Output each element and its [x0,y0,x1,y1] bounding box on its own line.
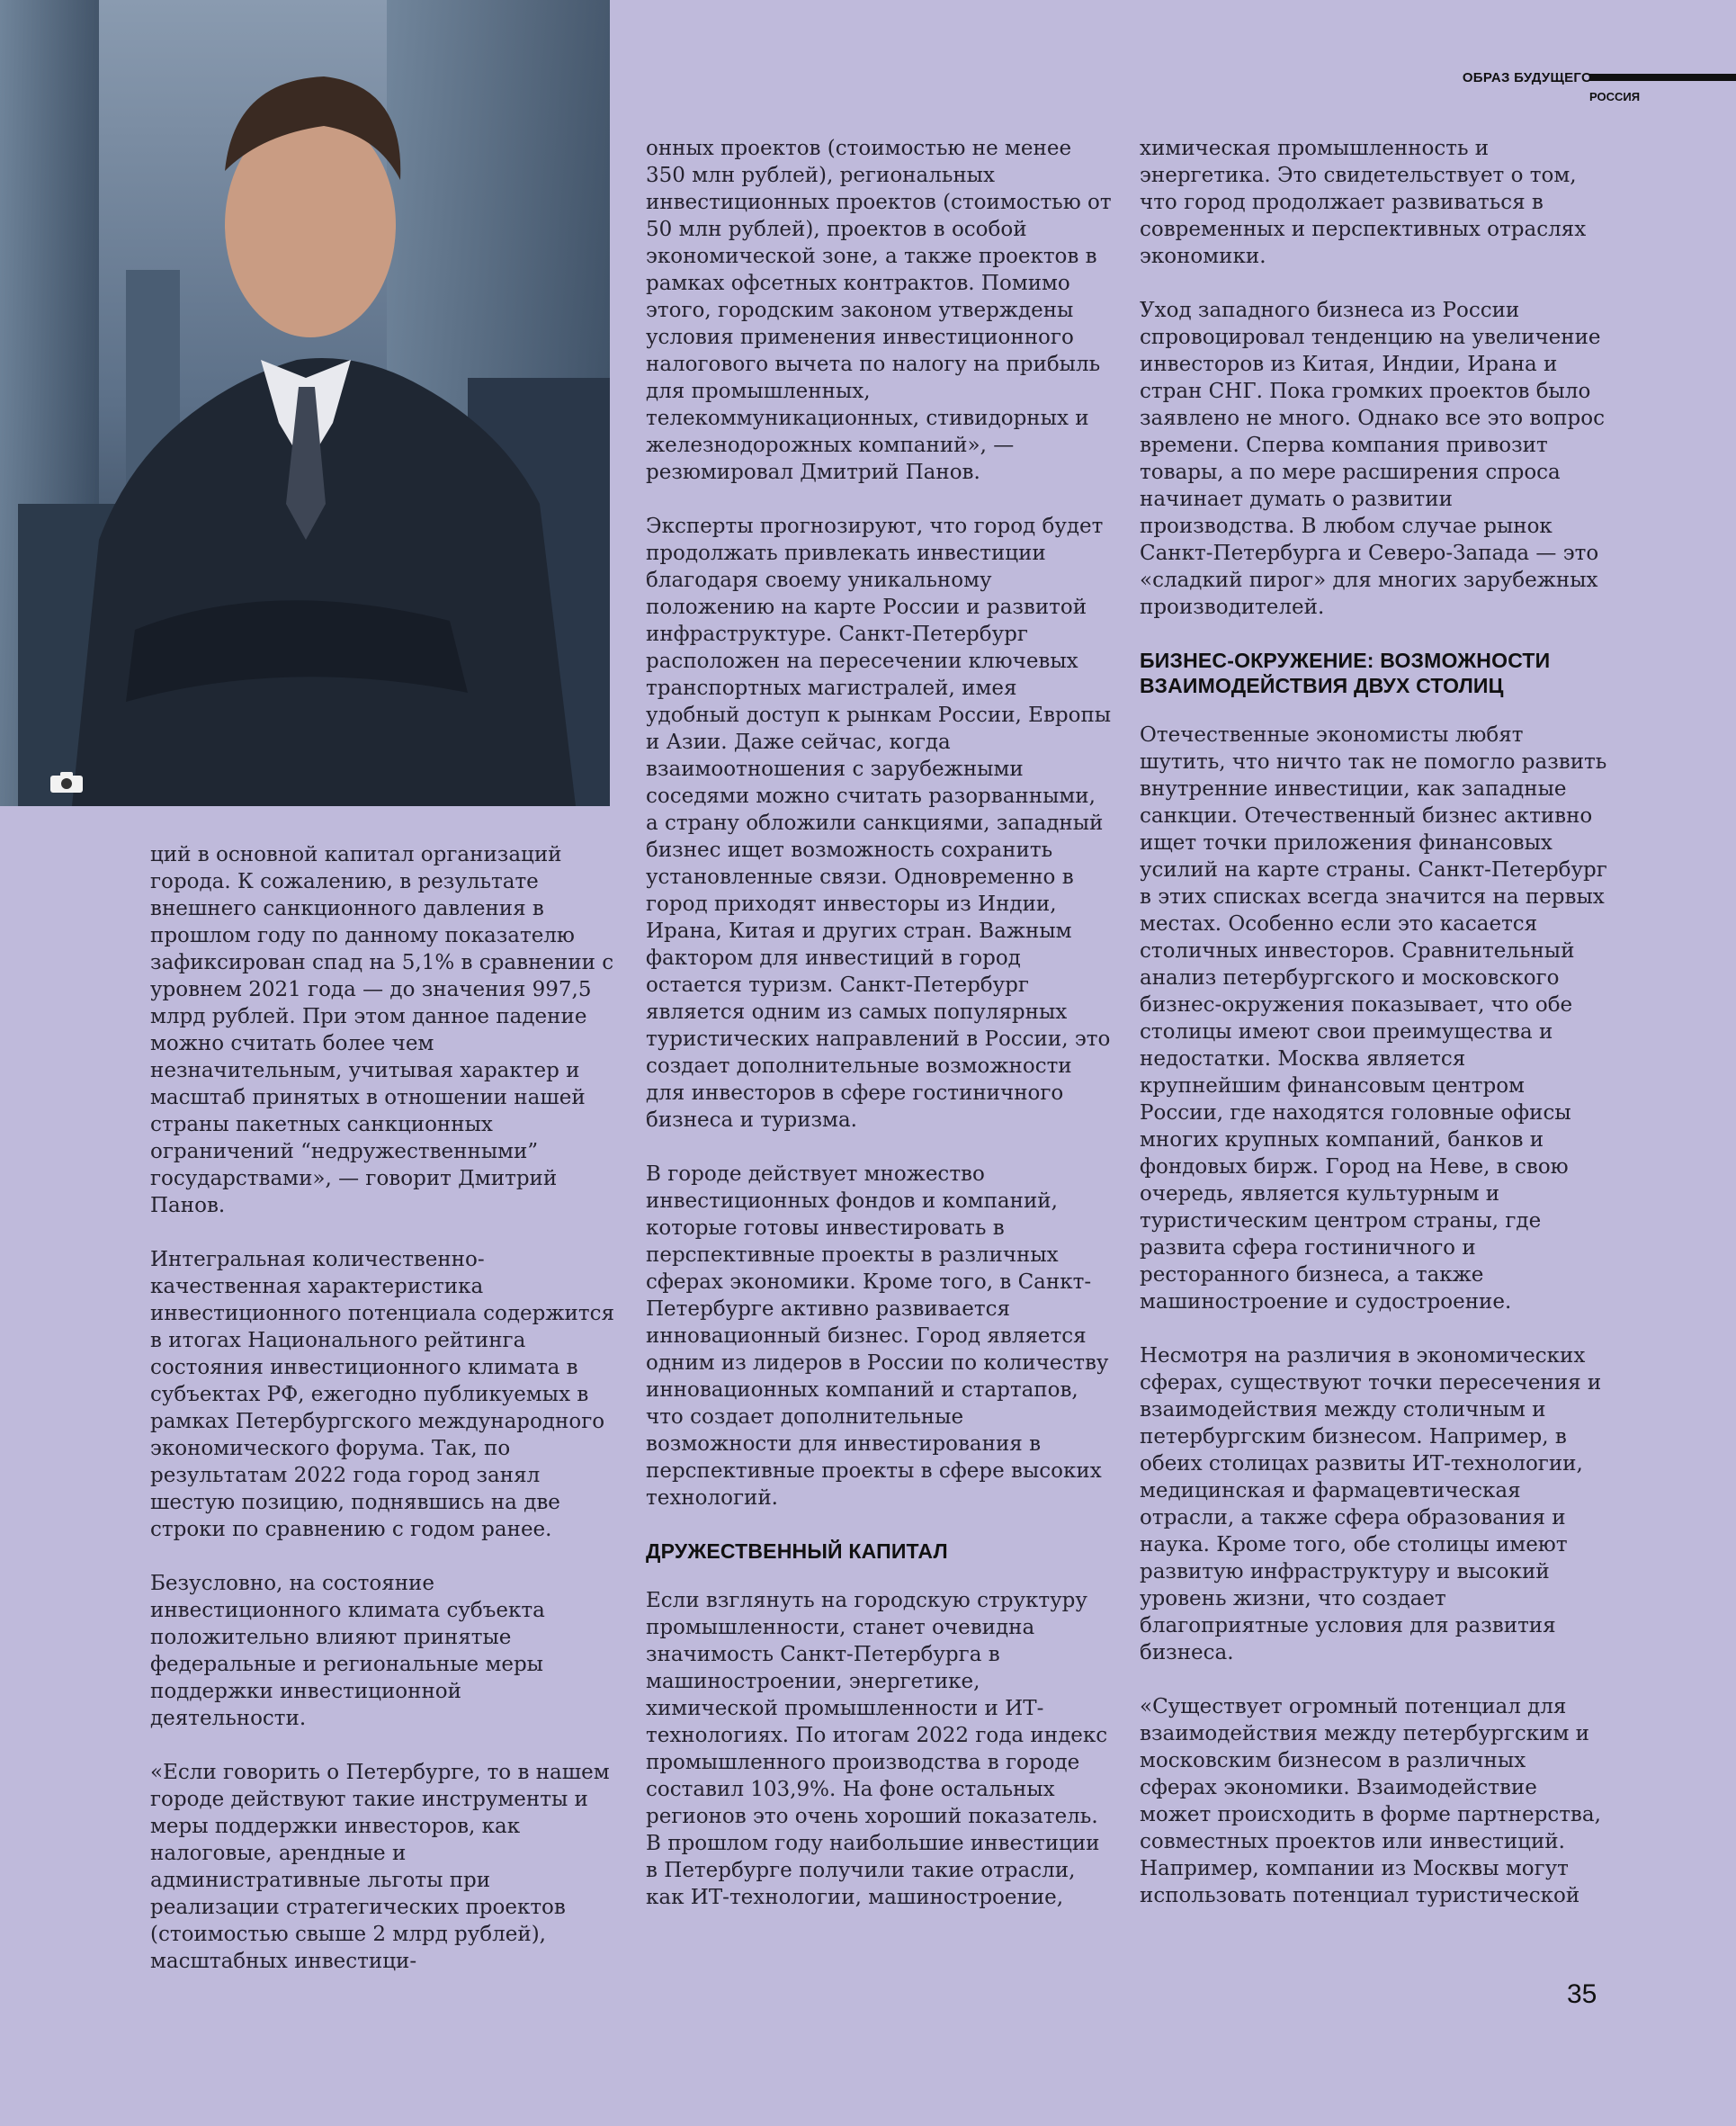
paragraph: Несмотря на различия в экономических сферах, существуют точки пересечения и взаимодействия между столичным и петербургским бизнесом. Например, в обеих столицах развиты ИТ-технологии, медицинская и фармацевтическая отрасли, а также сфера образования и наука. Кроме того, обе столицы имеют развитую инфраструктуру и высокий уровень жизни, что создает благоприятные условия для развития бизнеса. [1140,1344,1602,1664]
paragraph: «Если говорить о Петербурге, то в нашем городе действуют такие инструменты и меры поддержки инвесторов, как налоговые, арендные и административные льготы при реализации стратегических проектов (стоимостью свыше 2 млрд рублей), масштабных инвестици- [150,1761,610,1973]
paragraph: В городе действует множество инвестиционных фондов и компаний, которые готовы инвестировать в перспективные проекты в различных сферах экономики. Кроме того, в Санкт-Петербурге активно развивается инновационный бизнес. Город является одним из лидеров в России по количеству инновационных компаний и стартапов, что создает дополнительные возможности для инвестирования в перспективные проекты в сфере высоких технологий. [646,1162,1109,1510]
column-2 [646,135,1112,1938]
paragraph: «Существует огромный потенциал для взаимодействия между петербургским и московским бизнесом в различных сферах экономики. Взаимодействие может происходить в форме партнерства, совместных проектов или инвестиций. Например, компании из Москвы могут использовать потенциал туристической [1140,1695,1601,1907]
column-1 [150,841,616,2002]
paragraph: Эксперты прогнозируют, что город будет продолжать привлекать инвестиции благодаря своему уникальному положению на карте России и развитой инфраструктуре. Санкт-Петербург расположен на пересечении ключевых транспортных магистралей, имея удобный доступ к рынкам России, Европы и Азии. Даже сейчас, когда взаимоотношения с зарубежными соседями можно считать разорванными, а страну обложили санкциями, западный бизнес ищет возможность сохранить установленные связи. Одновременно в город приходят инвесторы из Индии, Ирана, Китая и других стран. Важным фактором для инвестиций в город остается туризм. Санкт-Петербург является одним из самых популярных туристических направлений в России, это создает дополнительные возможности для инвесторов в сфере гостиничного бизнеса и туризма. [646,515,1112,1132]
paragraph: Отечественные экономисты любят шутить, что ничто так не помогло развить внутренние инвестиции, как западные санкции. Отечественный бизнес активно ищет точки приложения финансовых усилий на карте страны. Санкт-Петербург в этих списках всегда значится на первых местах. Особенно если это касается столичных инвесторов. Сравнительный анализ петербургского и московского бизнес-окружения показывает, что обе столицы имеют свои преимущества и недостатки. Москва является крупнейшим финансовым центром России, где находятся головные офисы многих крупных компаний, банков и фондовых бирж. Город на Неве, в свою очередь, является культурным и туристическим центром страны, где развита сфера гостиничного и ресторанного бизнеса, а также машиностроение и судостроение. [1140,723,1607,1314]
section-title: ОБРАЗ БУДУЩЕГО [1462,70,1592,85]
subheading-business-environment: БИЗНЕС-ОКРУЖЕНИЕ: ВОЗМОЖНОСТИ ВЗАИМОДЕЙСТВИЯ ДВУХ СТОЛИЦ [1140,649,1551,697]
paragraph: Интегральная количественно-качественная характеристика инвестиционного потенциала содержится в итогах Национального рейтинга состояния инвестиционного климата в субъектах РФ, ежегодно публикуемых в рамках Петербургского международного экономического форума. Так, по результатам 2022 года город занял шестую позицию, поднявшись на две строки по сравнению с годом ранее. [150,1248,614,1541]
businessman-illustration [0,0,610,806]
column-3 [1140,135,1607,1936]
subheading-friendly-capital: ДРУЖЕСТВЕННЫЙ КАПИТАЛ [646,1539,948,1563]
section-subtitle: РОССИЯ [1589,90,1641,103]
paragraph: онных проектов (стоимостью не менее 350 млн рублей), региональных инвестиционных проектов (стоимостью от 50 млн рублей), проектов в особой экономической зоне, а также проектов в рамках офсетных контрактов. Помимо этого, городским законом утверждены условия применения инвестиционного налогового вычета по налогу на прибыль для промышленных, телекоммуникационных, стивидорных и железнодорожных компаний», — резюмировал Дмитрий Панов. [646,137,1112,484]
camera-icon [49,771,85,794]
section-bar [1589,74,1736,81]
page-number: 35 [1567,1979,1597,2009]
paragraph: ций в основной капитал организаций города. К сожалению, в результате внешнего санкционного давления в прошлом году по данному показателю зафиксирован спад на 5,1% в сравнении с уровнем 2021 года — до значения 997,5 млрд рублей. При этом данное падение можно считать более чем незначительным, учитывая характер и масштаб принятых в отношении нашей страны пакетных санкционных ограничений “недружественными” государствами», — говорит Дмитрий Панов. [150,843,614,1217]
paragraph: Если взглянуть на городскую структуру промышленности, станет очевидна значимость Санкт-Петербурга в машиностроении, энергетике, химической промышленности и ИТ-технологиях. По итогам 2022 года индекс промышленного производства в городе составил 103,9%. На фоне остальных регионов это очень хороший показатель. В прошлом году наибольшие инвестиции в Петербурге получили такие отрасли, как ИТ-технологии, машиностроение, [646,1589,1108,1909]
section-header [1462,70,1736,106]
paragraph: Безусловно, на состояние инвестиционного климата субъекта положительно влияют принятые федеральные и региональные меры поддержки инвестиционной деятельности. [150,1572,545,1730]
paragraph: Уход западного бизнеса из России спровоцировал тенденцию на увеличение инвесторов из Китая, Индии, Ирана и стран СНГ. Пока громких проектов было заявлено не много. Однако все это вопрос времени. Сперва компания привозит товары, а по мере расширения спроса начинает думать о развитии производства. В любом случае рынок Санкт-Петербурга и Северо-Запада — это «сладкий пирог» для многих зарубежных производителей. [1140,299,1605,619]
paragraph: химическая промышленность и энергетика. Это свидетельствует о том, что город продолжает развиваться в современных и перспективных отраслях экономики. [1140,137,1587,268]
hero-photo [0,0,610,806]
